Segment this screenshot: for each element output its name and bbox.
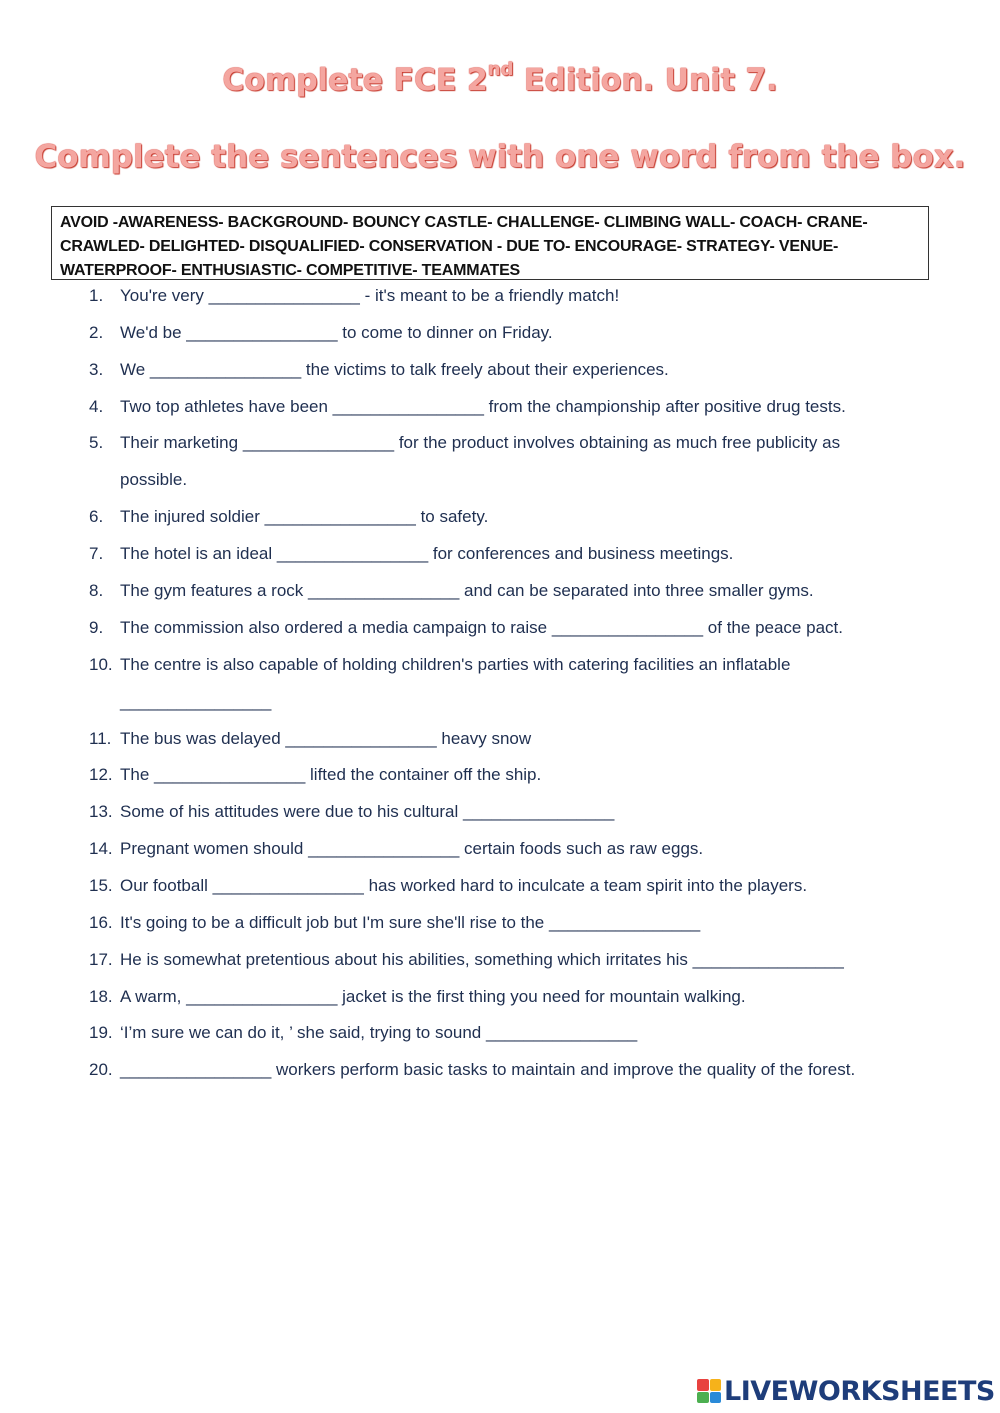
question-number: 10.: [89, 655, 113, 674]
question-number: 18.: [89, 987, 113, 1006]
question-item[interactable]: [89, 388, 959, 425]
word-box-line: AVOID -AWARENESS- BACKGROUND- BOUNCY CASTLE- CHALLENGE- CLIMBING WALL- COACH- CRANE-: [60, 214, 868, 231]
word-box-line: WATERPROOF- ENTHUSIASTIC- COMPETITIVE- TEAMMATES: [60, 262, 521, 279]
question-number: 13.: [89, 802, 113, 821]
question-number: 7.: [89, 544, 104, 563]
question-item[interactable]: [89, 867, 959, 904]
question-text: It's going to be a difficult job but I'm sure she'll rise to the ________________: [120, 913, 701, 932]
liveworksheets-logo[interactable]: [697, 1376, 995, 1406]
page-title: [0, 59, 1000, 98]
question-text: He is somewhat pretentious about his abilities, something which irritates his ________________: [120, 950, 844, 969]
question-number: 15.: [89, 876, 113, 895]
question-item[interactable]: [89, 1014, 959, 1051]
question-item[interactable]: [89, 314, 959, 351]
logo-square-icon: [710, 1379, 722, 1391]
word-box: [51, 206, 929, 280]
logo-square-icon: [710, 1392, 722, 1404]
question-number: 20.: [89, 1060, 113, 1079]
question-text: Some of his attitudes were due to his cultural ________________: [120, 802, 615, 821]
question-text: The injured soldier ________________ to safety.: [120, 507, 489, 526]
question-number: 1.: [89, 286, 104, 305]
question-text: The commission also ordered a media campaign to raise ________________ of the peace pact.: [120, 618, 843, 637]
question-item[interactable]: [89, 535, 959, 572]
question-item[interactable]: [89, 756, 959, 793]
question-continuation: possible.: [120, 470, 188, 489]
question-item[interactable]: [89, 904, 959, 941]
question-text: Two top athletes have been ________________ from the championship after positive drug tests.: [120, 397, 846, 416]
question-text: A warm, ________________ jacket is the first thing you need for mountain walking.: [120, 987, 746, 1006]
instruction-heading: Complete the sentences with one word from the box.: [34, 139, 966, 175]
logo-square-icon: [697, 1392, 709, 1404]
question-item[interactable]: [89, 830, 959, 867]
question-text: The bus was delayed ________________ heavy snow: [120, 729, 532, 748]
question-continuation: ________________: [120, 692, 272, 711]
question-text: The hotel is an ideal ________________ for conferences and business meetings.: [120, 544, 734, 563]
logo-text: LIVEWORKSHEETS: [724, 1375, 995, 1407]
question-number: 12.: [89, 765, 113, 784]
question-item[interactable]: [89, 941, 959, 978]
question-text: ________________ workers perform basic tasks to maintain and improve the quality of the forest.: [120, 1060, 856, 1079]
question-number: 17.: [89, 950, 113, 969]
question-item[interactable]: [89, 498, 959, 535]
question-number: 19.: [89, 1023, 113, 1042]
question-number: 5.: [89, 433, 104, 452]
word-box-line: CRAWLED- DELIGHTED- DISQUALIFIED- CONSERVATION - DUE TO- ENCOURAGE- STRATEGY- VENUE-: [60, 238, 839, 255]
question-item[interactable]: [89, 351, 959, 388]
question-item[interactable]: [89, 277, 959, 314]
question-text: The centre is also capable of holding children's parties with catering facilities an inflatable: [120, 655, 791, 674]
title-part2: Edition. Unit 7.: [513, 63, 778, 98]
question-item[interactable]: [89, 572, 959, 609]
question-text: Our football ________________ has worked hard to inculcate a team spirit into the players.: [120, 876, 808, 895]
question-number: 11.: [89, 729, 112, 748]
question-item[interactable]: [89, 720, 959, 757]
question-item[interactable]: [89, 978, 959, 1015]
question-item[interactable]: [89, 646, 959, 720]
question-number: 3.: [89, 360, 104, 379]
title-part1: Complete FCE 2: [222, 63, 488, 98]
question-item[interactable]: [89, 609, 959, 646]
question-number: 16.: [89, 913, 113, 932]
question-number: 2.: [89, 323, 104, 342]
question-text: Pregnant women should ________________ certain foods such as raw eggs.: [120, 839, 704, 858]
question-number: 9.: [89, 618, 104, 637]
question-number: 8.: [89, 581, 104, 600]
question-item[interactable]: [89, 793, 959, 830]
logo-square-icon: [697, 1379, 709, 1391]
question-text: ‘I’m sure we can do it, ’ she said, trying to sound ________________: [120, 1023, 638, 1042]
question-text: The gym features a rock ________________ and can be separated into three smaller gyms.: [120, 581, 814, 600]
question-item[interactable]: [89, 1051, 959, 1088]
question-number: 4.: [89, 397, 104, 416]
liveworksheets-logo-icon: [697, 1379, 721, 1403]
question-text: We'd be ________________ to come to dinner on Friday.: [120, 323, 553, 342]
question-text: We ________________ the victims to talk freely about their experiences.: [120, 360, 669, 379]
question-text: You're very ________________ - it's meant to be a friendly match!: [120, 286, 620, 305]
question-number: 14.: [89, 839, 113, 858]
question-text: Their marketing ________________ for the product involves obtaining as much free publicity as: [120, 433, 841, 452]
question-item[interactable]: [89, 424, 959, 498]
title-superscript: nd: [487, 59, 514, 80]
question-text: The ________________ lifted the container off the ship.: [120, 765, 542, 784]
question-number: 6.: [89, 507, 104, 526]
